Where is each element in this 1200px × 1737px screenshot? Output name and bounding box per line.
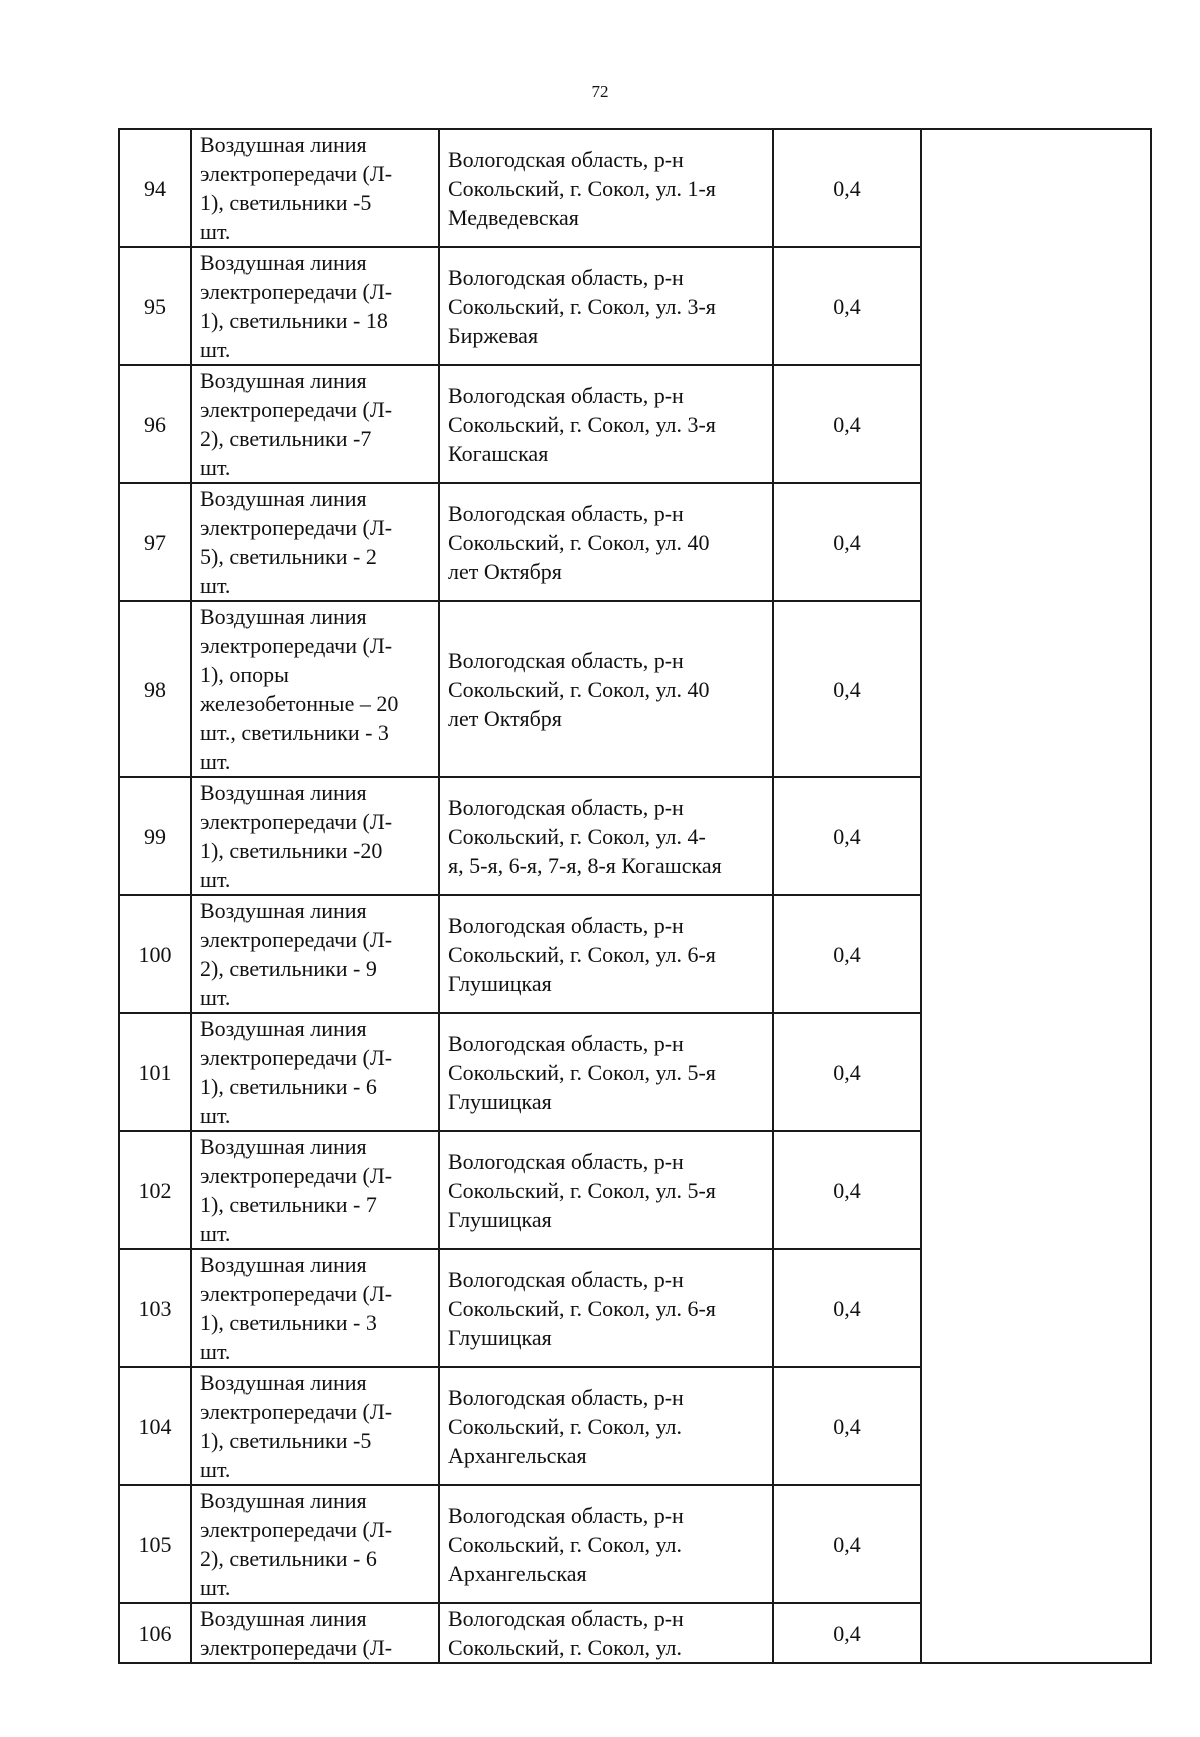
address-cell	[439, 1603, 773, 1663]
voltage-cell: 0,4	[773, 1603, 921, 1663]
object-address: Вологодская область, р-н Сокольский, г. Сокол, ул.	[448, 1606, 684, 1660]
object-name-cell	[191, 895, 439, 1013]
address-cell	[439, 895, 773, 1013]
object-address: Вологодская область, р-н Сокольский, г. Сокол, ул. Архангельская	[448, 1502, 684, 1586]
table-row	[119, 129, 1151, 247]
object-address: Вологодская область, р-н Сокольский, г. Сокол, ул. 4- я, 5-я, 6-я, 7-я, 8-я Когашская	[448, 794, 722, 878]
address-cell	[439, 1013, 773, 1131]
empty-column-cell	[921, 129, 1151, 1663]
object-name-cell	[191, 1603, 439, 1663]
voltage-cell: 0,4	[773, 365, 921, 483]
object-name-cell	[191, 1131, 439, 1249]
object-name-cell	[191, 1367, 439, 1485]
voltage-cell: 0,4	[773, 1485, 921, 1603]
object-name: Воздушная линия электропередачи (Л- 1), опоры железобетонные – 20 шт., светильники - 3 шт.	[200, 604, 399, 774]
object-name: Воздушная линия электропередачи (Л- 1), светильники - 3 шт.	[200, 1252, 393, 1364]
row-number: 102	[119, 1131, 191, 1249]
address-cell	[439, 1249, 773, 1367]
voltage-cell: 0,4	[773, 777, 921, 895]
row-number: 103	[119, 1249, 191, 1367]
object-name-cell	[191, 129, 439, 247]
object-address: Вологодская область, р-н Сокольский, г. Сокол, ул. 40 лет Октября	[448, 647, 710, 731]
address-cell	[439, 1485, 773, 1603]
object-address: Вологодская область, р-н Сокольский, г. Сокол, ул. 5-я Глушицкая	[448, 1030, 716, 1114]
object-name-cell	[191, 365, 439, 483]
address-cell	[439, 483, 773, 601]
address-cell	[439, 601, 773, 777]
object-name: Воздушная линия электропередачи (Л- 2), светильники -7 шт.	[200, 368, 393, 480]
row-number: 104	[119, 1367, 191, 1485]
object-name-cell	[191, 1485, 439, 1603]
object-address: Вологодская область, р-н Сокольский, г. Сокол, ул. 6-я Глушицкая	[448, 1266, 716, 1350]
object-name-cell	[191, 777, 439, 895]
object-name: Воздушная линия электропередачи (Л- 1), светильники -5 шт.	[200, 132, 393, 244]
row-number: 94	[119, 129, 191, 247]
object-name: Воздушная линия электропередачи (Л- 1), светильники - 7 шт.	[200, 1134, 393, 1246]
object-name-cell	[191, 601, 439, 777]
address-cell	[439, 247, 773, 365]
row-number: 101	[119, 1013, 191, 1131]
voltage-cell: 0,4	[773, 1013, 921, 1131]
object-address: Вологодская область, р-н Сокольский, г. Сокол, ул. 1-я Медведевская	[448, 146, 716, 230]
object-address: Вологодская область, р-н Сокольский, г. Сокол, ул. 5-я Глушицкая	[448, 1148, 716, 1232]
page-number: 72	[591, 82, 609, 101]
voltage-cell: 0,4	[773, 483, 921, 601]
object-name-cell	[191, 247, 439, 365]
object-name: Воздушная линия электропередачи (Л- 1), светильники - 18 шт.	[200, 250, 393, 362]
registry-table-body	[119, 129, 1151, 1663]
object-name: Воздушная линия электропередачи (Л- 1), светильники - 6 шт.	[200, 1016, 393, 1128]
object-name: Воздушная линия электропередачи (Л- 2), светильники - 9 шт.	[200, 898, 393, 1010]
address-cell	[439, 1367, 773, 1485]
object-name: Воздушная линия электропередачи (Л- 1), светильники -5 шт.	[200, 1370, 393, 1482]
voltage-cell: 0,4	[773, 601, 921, 777]
object-name: Воздушная линия электропередачи (Л-	[200, 1606, 393, 1660]
object-address: Вологодская область, р-н Сокольский, г. Сокол, ул. 40 лет Октября	[448, 500, 710, 584]
row-number: 105	[119, 1485, 191, 1603]
object-address: Вологодская область, р-н Сокольский, г. Сокол, ул. Архангельская	[448, 1384, 684, 1468]
voltage-cell: 0,4	[773, 247, 921, 365]
address-cell	[439, 129, 773, 247]
registry-table	[118, 128, 1152, 1664]
object-address: Вологодская область, р-н Сокольский, г. Сокол, ул. 3-я Когашская	[448, 382, 716, 466]
address-cell	[439, 365, 773, 483]
voltage-cell: 0,4	[773, 129, 921, 247]
row-number: 97	[119, 483, 191, 601]
object-name: Воздушная линия электропередачи (Л- 1), светильники -20 шт.	[200, 780, 393, 892]
object-address: Вологодская область, р-н Сокольский, г. Сокол, ул. 6-я Глушицкая	[448, 912, 716, 996]
row-number: 106	[119, 1603, 191, 1663]
object-name: Воздушная линия электропередачи (Л- 2), светильники - 6 шт.	[200, 1488, 393, 1600]
object-name-cell	[191, 1249, 439, 1367]
row-number: 99	[119, 777, 191, 895]
row-number: 95	[119, 247, 191, 365]
row-number: 98	[119, 601, 191, 777]
address-cell	[439, 1131, 773, 1249]
row-number: 96	[119, 365, 191, 483]
voltage-cell: 0,4	[773, 1367, 921, 1485]
voltage-cell: 0,4	[773, 1249, 921, 1367]
object-name: Воздушная линия электропередачи (Л- 5), светильники - 2 шт.	[200, 486, 393, 598]
object-name-cell	[191, 1013, 439, 1131]
object-address: Вологодская область, р-н Сокольский, г. Сокол, ул. 3-я Биржевая	[448, 264, 716, 348]
address-cell	[439, 777, 773, 895]
row-number: 100	[119, 895, 191, 1013]
object-name-cell	[191, 483, 439, 601]
voltage-cell: 0,4	[773, 895, 921, 1013]
voltage-cell: 0,4	[773, 1131, 921, 1249]
